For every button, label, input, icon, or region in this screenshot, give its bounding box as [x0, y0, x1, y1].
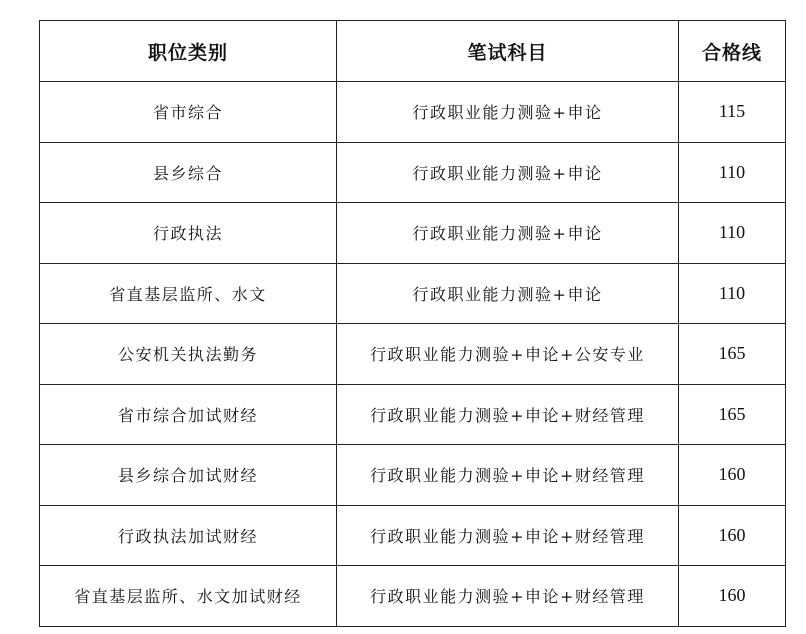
score-cell: 110: [679, 263, 786, 324]
table-row: [40, 445, 786, 506]
score-cell: 160: [679, 445, 786, 506]
category-cell: 省直基层监所、水文: [40, 263, 337, 324]
table-row: [40, 505, 786, 566]
table-row: [40, 324, 786, 385]
subjects-cell: 行政职业能力测验+申论: [337, 263, 679, 324]
table-row: [40, 142, 786, 203]
subjects-cell: 行政职业能力测验+申论: [337, 203, 679, 264]
category-cell: 县乡综合加试财经: [40, 445, 337, 506]
table-row: [40, 82, 786, 143]
category-cell: 县乡综合: [40, 142, 337, 203]
table-row: [40, 263, 786, 324]
category-cell: 省市综合加试财经: [40, 384, 337, 445]
subjects-cell: 行政职业能力测验+申论: [337, 142, 679, 203]
category-cell: 公安机关执法勤务: [40, 324, 337, 385]
category-cell: 行政执法: [40, 203, 337, 264]
score-table: [39, 20, 786, 627]
subjects-cell: 行政职业能力测验+申论+财经管理: [337, 566, 679, 627]
category-cell: 行政执法加试财经: [40, 505, 337, 566]
subjects-cell: 行政职业能力测验+申论: [337, 82, 679, 143]
header-subjects: 笔试科目: [337, 21, 679, 82]
subjects-cell: 行政职业能力测验+申论+财经管理: [337, 445, 679, 506]
table-row: [40, 203, 786, 264]
subjects-cell: 行政职业能力测验+申论+财经管理: [337, 384, 679, 445]
score-cell: 110: [679, 203, 786, 264]
table-row: [40, 566, 786, 627]
header-score: 合格线: [679, 21, 786, 82]
score-cell: 165: [679, 324, 786, 385]
table-row: [40, 384, 786, 445]
category-cell: 省市综合: [40, 82, 337, 143]
score-cell: 115: [679, 82, 786, 143]
score-cell: 160: [679, 505, 786, 566]
score-cell: 110: [679, 142, 786, 203]
subjects-cell: 行政职业能力测验+申论+公安专业: [337, 324, 679, 385]
header-row: [40, 21, 786, 82]
category-cell: 省直基层监所、水文加试财经: [40, 566, 337, 627]
subjects-cell: 行政职业能力测验+申论+财经管理: [337, 505, 679, 566]
header-category: 职位类别: [40, 21, 337, 82]
score-cell: 160: [679, 566, 786, 627]
score-cell: 165: [679, 384, 786, 445]
